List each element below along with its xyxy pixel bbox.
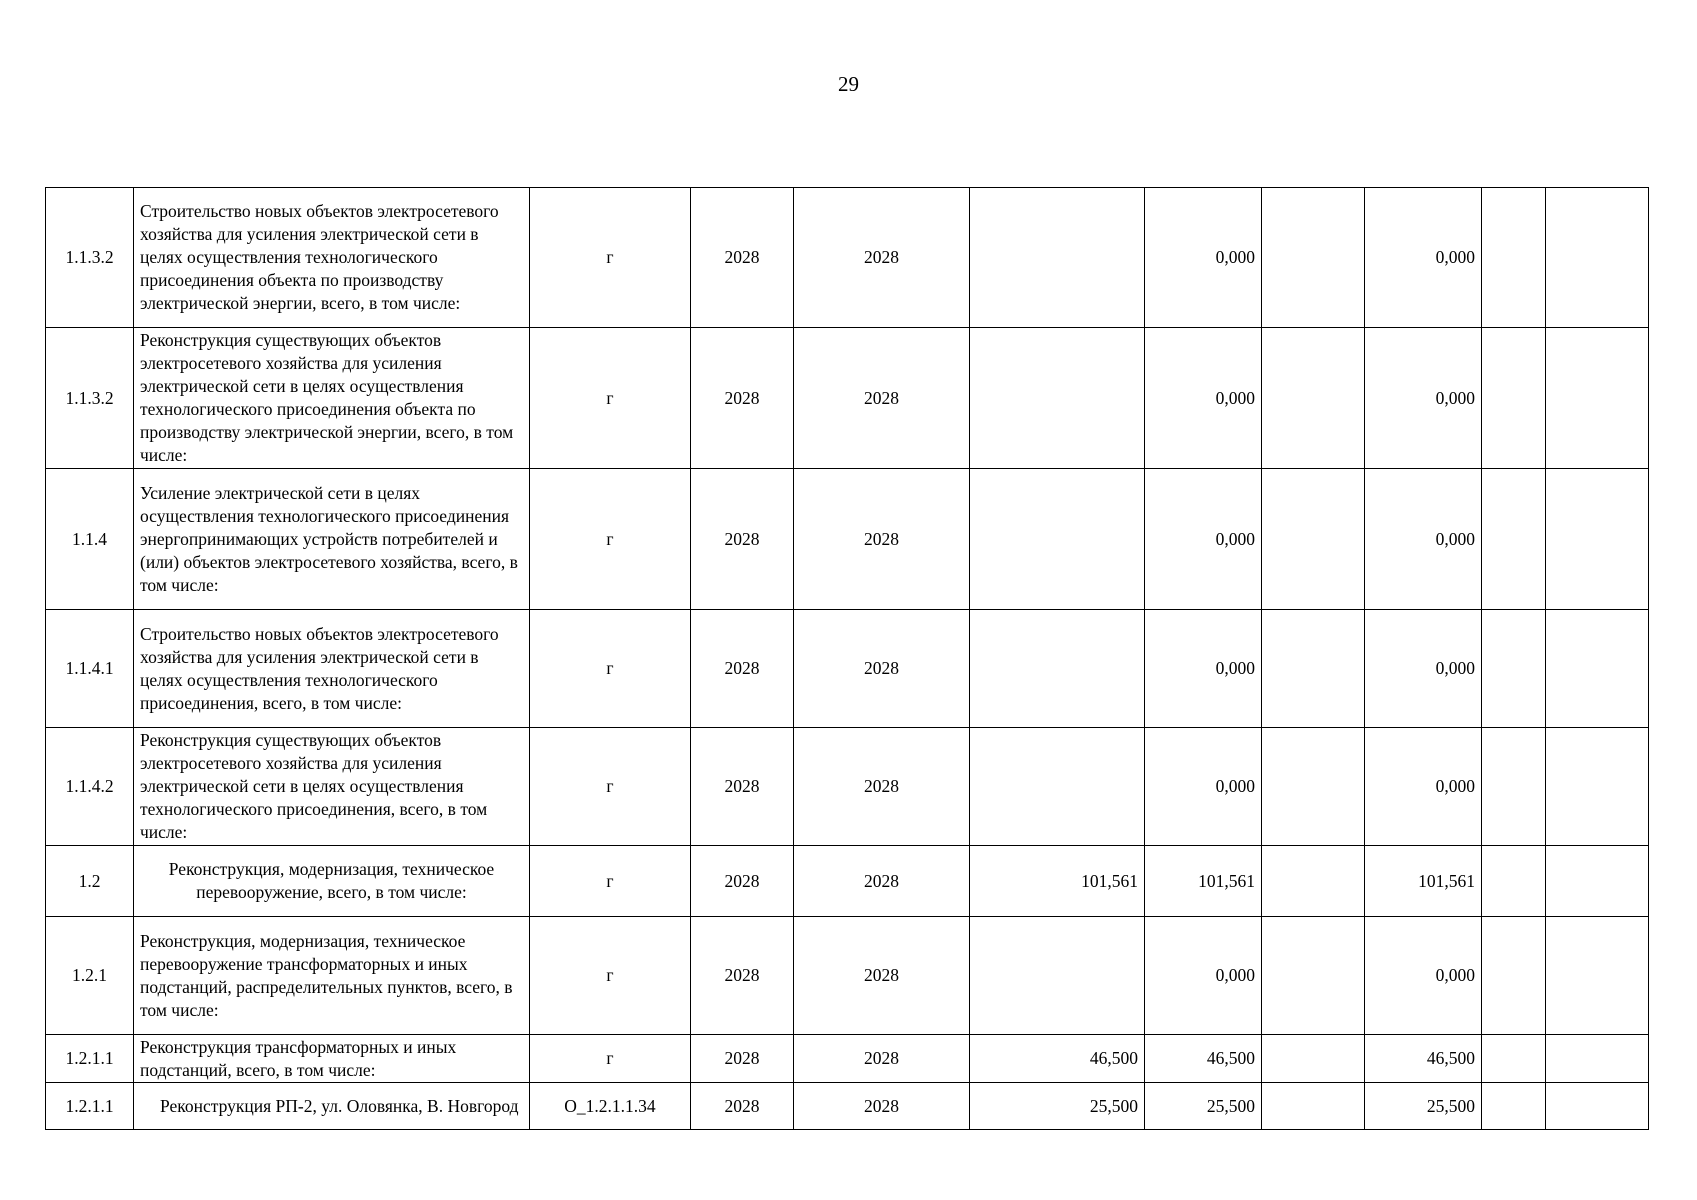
row-year-start: 2028: [691, 728, 794, 846]
row-year-start: 2028: [691, 1035, 794, 1083]
row-value-6: [1546, 846, 1649, 917]
investment-program-table: [45, 187, 1649, 1130]
row-value-4: 46,500: [1365, 1035, 1482, 1083]
row-name: Реконструкция РП-2, ул. Оловянка, В. Новгород: [134, 1083, 530, 1130]
row-value-1: 25,500: [970, 1083, 1145, 1130]
row-value-2: 0,000: [1145, 469, 1262, 610]
row-value-6: [1546, 1083, 1649, 1130]
row-id: О_1.2.1.1.34: [530, 1083, 691, 1130]
row-value-3: [1262, 188, 1365, 328]
row-name: Реконструкция, модернизация, техническое перевооружение, всего, в том числе:: [134, 846, 530, 917]
row-code: 1.1.4: [46, 469, 134, 610]
row-value-3: [1262, 469, 1365, 610]
row-value-2: 0,000: [1145, 328, 1262, 469]
row-value-6: [1546, 328, 1649, 469]
row-year-end: 2028: [794, 728, 970, 846]
row-year-start: 2028: [691, 188, 794, 328]
row-code: 1.2.1: [46, 917, 134, 1035]
row-value-6: [1546, 469, 1649, 610]
row-value-2: 46,500: [1145, 1035, 1262, 1083]
row-value-3: [1262, 610, 1365, 728]
row-value-1: [970, 328, 1145, 469]
row-value-1: [970, 917, 1145, 1035]
row-code: 1.1.4.2: [46, 728, 134, 846]
row-year-end: 2028: [794, 917, 970, 1035]
row-value-1: [970, 610, 1145, 728]
row-code: 1.2.1.1: [46, 1083, 134, 1130]
row-value-2: 101,561: [1145, 846, 1262, 917]
row-value-1: [970, 469, 1145, 610]
row-id: г: [530, 846, 691, 917]
row-name: Реконструкция трансформаторных и иных подстанций, всего, в том числе:: [134, 1035, 530, 1083]
table-row: [46, 188, 1649, 328]
row-value-4: 0,000: [1365, 328, 1482, 469]
row-value-3: [1262, 917, 1365, 1035]
row-year-end: 2028: [794, 469, 970, 610]
table-row: [46, 728, 1649, 846]
row-value-1: 46,500: [970, 1035, 1145, 1083]
row-value-3: [1262, 1035, 1365, 1083]
row-value-5: [1482, 188, 1546, 328]
row-value-5: [1482, 1035, 1546, 1083]
row-value-6: [1546, 728, 1649, 846]
row-name: Усиление электрической сети в целях осуществления технологического присоединения энергопринимающих устройств потребителей и (или) объектов электросетевого хозяйства, всего, в том числе:: [134, 469, 530, 610]
row-year-end: 2028: [794, 328, 970, 469]
table-row: [46, 328, 1649, 469]
table-row: [46, 610, 1649, 728]
row-year-start: 2028: [691, 610, 794, 728]
row-name: Реконструкция существующих объектов электросетевого хозяйства для усиления электрической сети в целях осуществления технологического присоединения, всего, в том числе:: [134, 728, 530, 846]
row-value-6: [1546, 917, 1649, 1035]
row-value-4: 101,561: [1365, 846, 1482, 917]
row-year-end: 2028: [794, 1035, 970, 1083]
row-value-5: [1482, 917, 1546, 1035]
row-code: 1.2.1.1: [46, 1035, 134, 1083]
page-number: 29: [838, 72, 859, 96]
row-value-1: [970, 728, 1145, 846]
row-value-5: [1482, 846, 1546, 917]
row-id: г: [530, 188, 691, 328]
row-year-start: 2028: [691, 328, 794, 469]
row-value-4: 0,000: [1365, 917, 1482, 1035]
row-value-3: [1262, 728, 1365, 846]
row-value-6: [1546, 610, 1649, 728]
row-year-end: 2028: [794, 846, 970, 917]
row-name: Строительство новых объектов электросетевого хозяйства для усиления электрической сети в целях осуществления технологического присоединения объекта по производству электрической энергии, всего, в том числе:: [134, 188, 530, 328]
row-id: г: [530, 469, 691, 610]
row-value-3: [1262, 1083, 1365, 1130]
row-id: г: [530, 728, 691, 846]
row-value-5: [1482, 469, 1546, 610]
row-value-4: 0,000: [1365, 610, 1482, 728]
row-value-2: 0,000: [1145, 610, 1262, 728]
row-name: Реконструкция, модернизация, техническое перевооружение трансформаторных и иных подстанций, распределительных пунктов, всего, в том числе:: [134, 917, 530, 1035]
row-value-2: 25,500: [1145, 1083, 1262, 1130]
table-row: [46, 846, 1649, 917]
row-value-4: 25,500: [1365, 1083, 1482, 1130]
row-code: 1.1.4.1: [46, 610, 134, 728]
row-name: Реконструкция существующих объектов электросетевого хозяйства для усиления электрической сети в целях осуществления технологического присоединения объекта по производству электрической энергии, всего, в том числе:: [134, 328, 530, 469]
row-value-3: [1262, 846, 1365, 917]
row-year-end: 2028: [794, 610, 970, 728]
table-row: [46, 469, 1649, 610]
row-value-4: 0,000: [1365, 469, 1482, 610]
row-value-5: [1482, 328, 1546, 469]
row-value-5: [1482, 610, 1546, 728]
row-value-5: [1482, 1083, 1546, 1130]
row-value-1: 101,561: [970, 846, 1145, 917]
row-year-start: 2028: [691, 917, 794, 1035]
row-code: 1.1.3.2: [46, 328, 134, 469]
row-id: г: [530, 610, 691, 728]
row-year-end: 2028: [794, 188, 970, 328]
row-value-6: [1546, 188, 1649, 328]
row-year-start: 2028: [691, 846, 794, 917]
row-id: г: [530, 328, 691, 469]
table-row: [46, 917, 1649, 1035]
row-value-2: 0,000: [1145, 728, 1262, 846]
row-value-2: 0,000: [1145, 188, 1262, 328]
row-value-3: [1262, 328, 1365, 469]
row-value-5: [1482, 728, 1546, 846]
row-value-4: 0,000: [1365, 728, 1482, 846]
row-value-2: 0,000: [1145, 917, 1262, 1035]
table-row: [46, 1083, 1649, 1130]
row-name: Строительство новых объектов электросетевого хозяйства для усиления электрической сети в целях осуществления технологического присоединения, всего, в том числе:: [134, 610, 530, 728]
row-id: г: [530, 917, 691, 1035]
row-code: 1.1.3.2: [46, 188, 134, 328]
row-year-start: 2028: [691, 469, 794, 610]
table-row: [46, 1035, 1649, 1083]
row-id: г: [530, 1035, 691, 1083]
row-year-start: 2028: [691, 1083, 794, 1130]
row-year-end: 2028: [794, 1083, 970, 1130]
row-value-4: 0,000: [1365, 188, 1482, 328]
row-value-1: [970, 188, 1145, 328]
row-code: 1.2: [46, 846, 134, 917]
row-value-6: [1546, 1035, 1649, 1083]
